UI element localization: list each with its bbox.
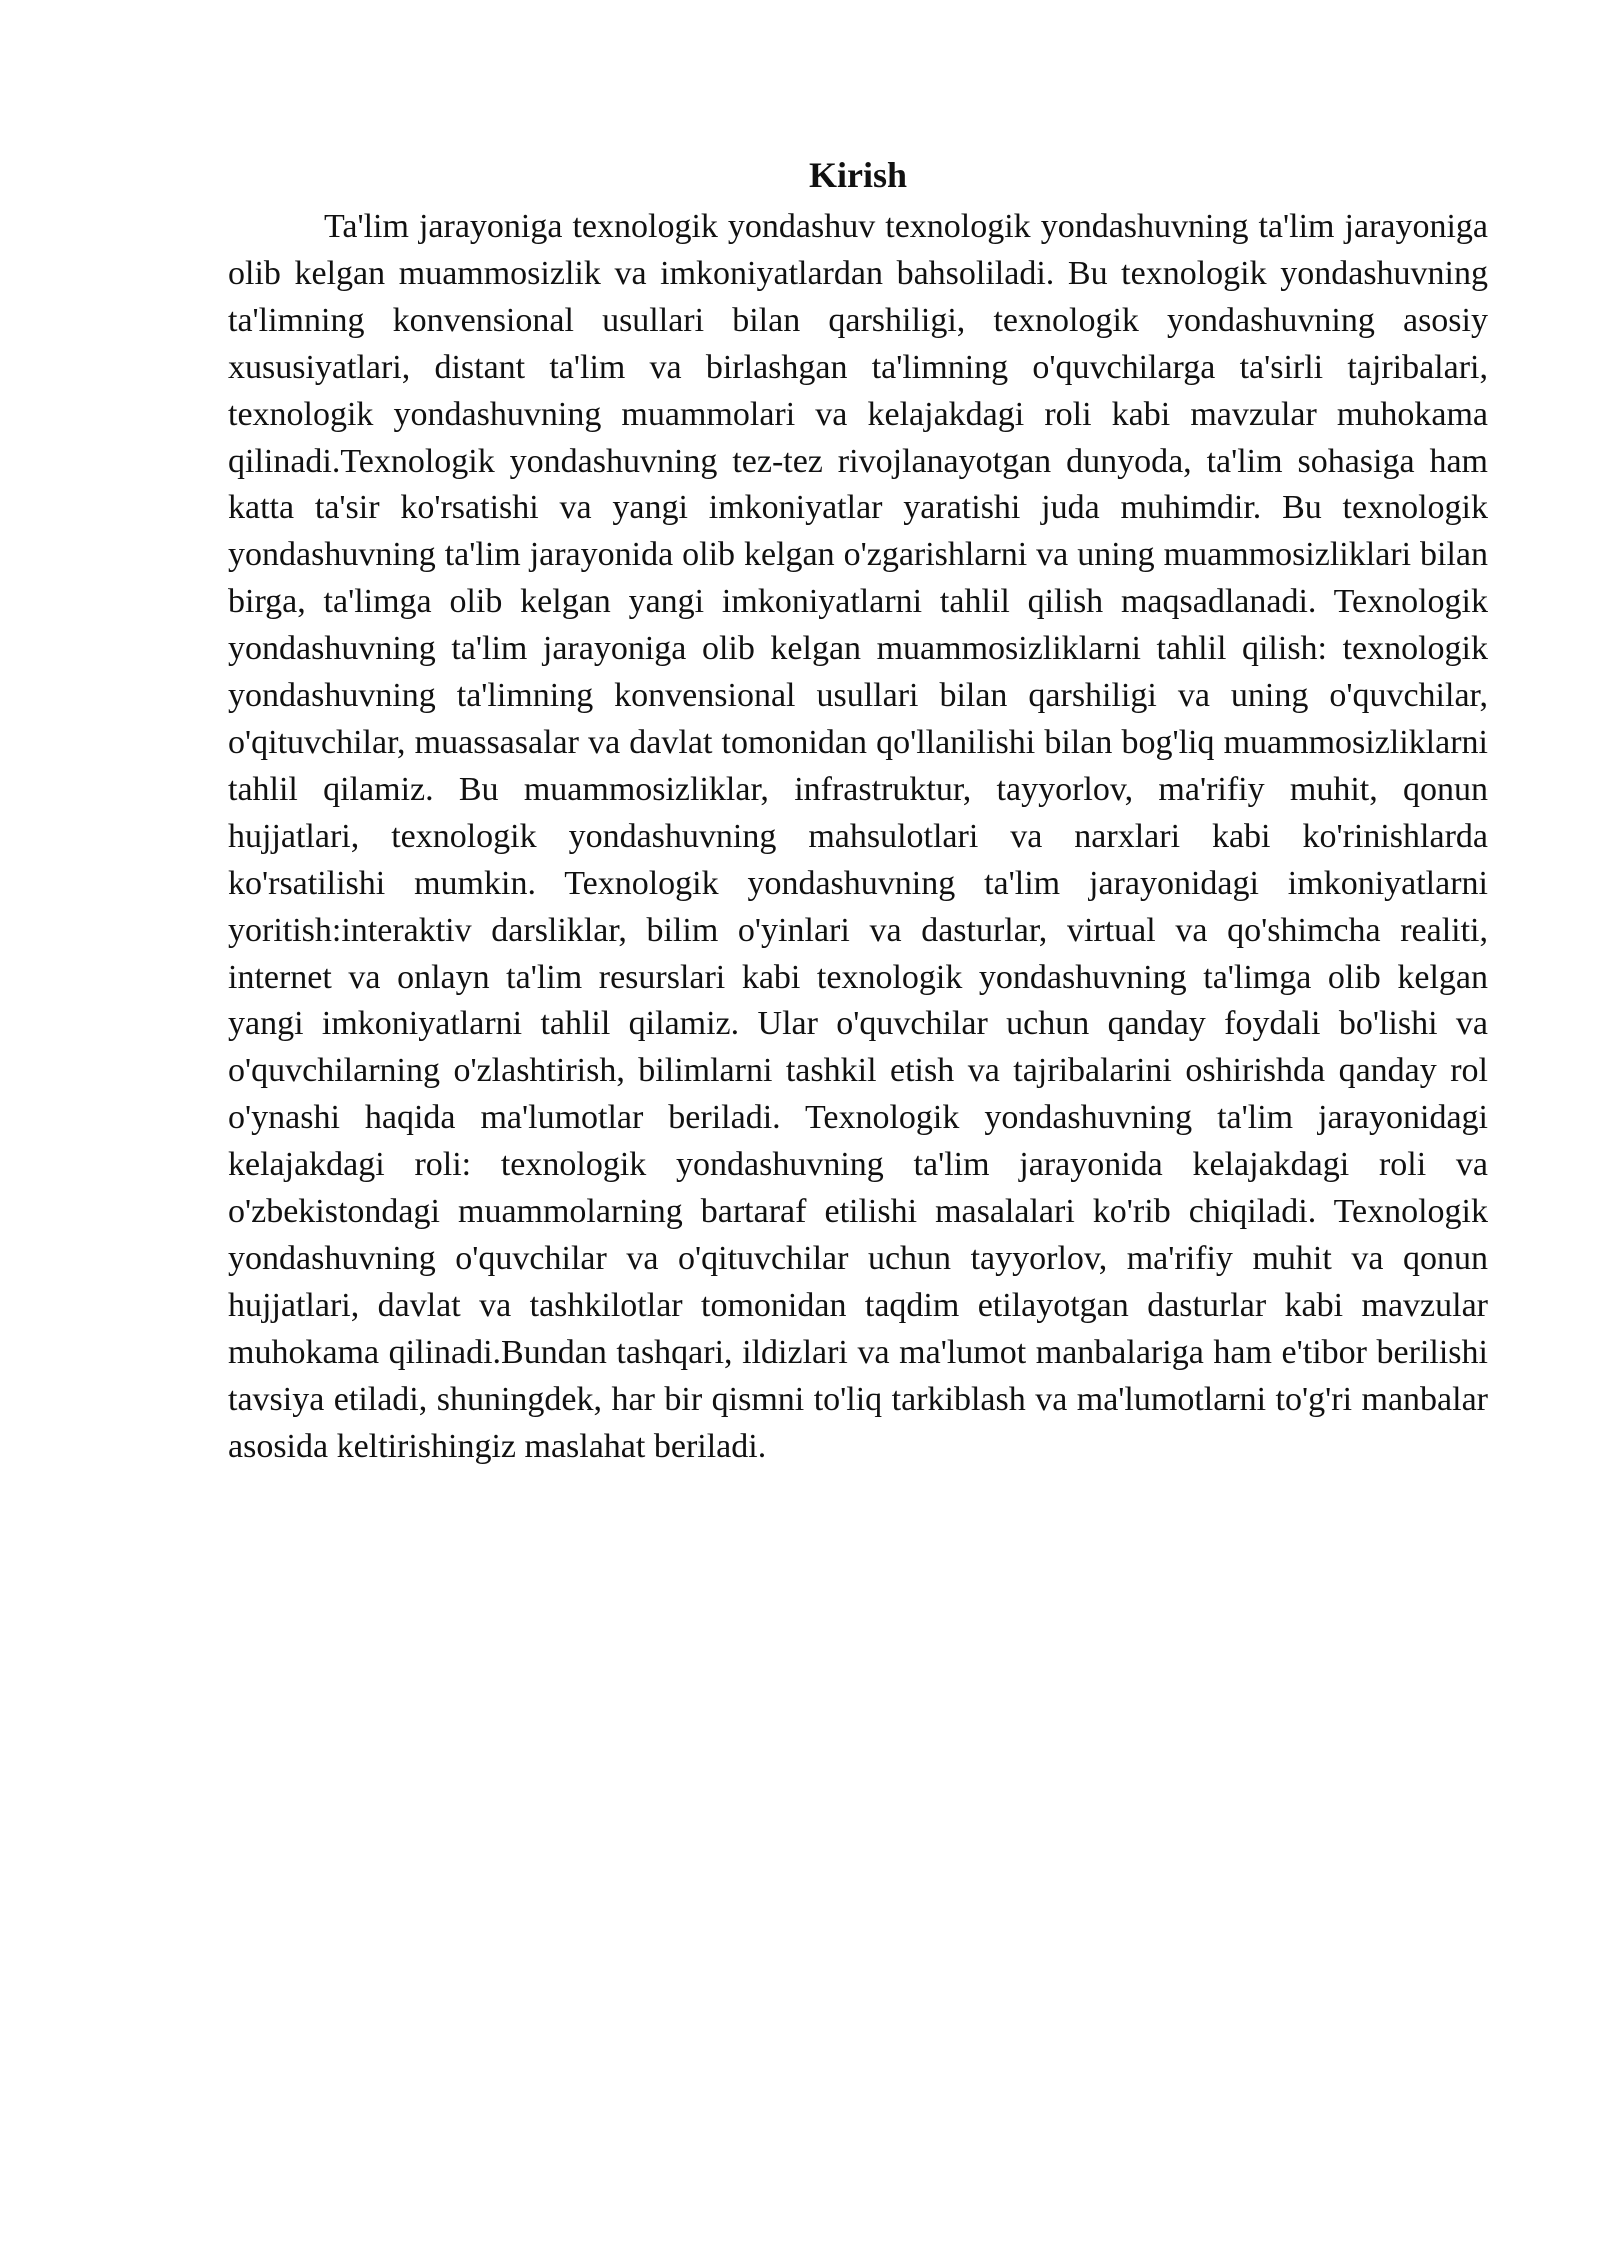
document-content <box>228 146 1488 1470</box>
document-title: Kirish <box>808 155 907 195</box>
body-paragraph: Ta'lim jarayoniga texnologik yondashuv texnologik yondashuvning ta'lim jarayoniga olib kelgan muammosizlik va imkoniyatlardan bahsoliladi. Bu texnologik yondashuvning ta'limning konvensional usullari bilan qarshiligi, texnologik yondashuvning asosiy xususiyatlari, distant ta'lim va birlashgan ta'limning o'quvchilarga ta'sirli tajribalari, texnologik yondashuvning muammolari va kelajakdagi roli kabi mavzular muhokama qilinadi.Texnologik yondashuvning tez-tez rivojlanayotgan dunyoda, ta'lim sohasiga ham katta ta'sir ko'rsatishi va yangi imkoniyatlar yaratishi juda muhimdir. Bu texnologik yondashuvning ta'lim jarayonida olib kelgan o'zgarishlarni va uning muammosizliklari bilan birga, ta'limga olib kelgan yangi imkoniyatlarni tahlil qilish maqsadlanadi. Texnologik yondashuvning ta'lim jarayoniga olib kelgan muammosizliklarni tahlil qilish: texnologik yondashuvning ta'limning konvensional usullari bilan qarshiligi va uning o'quvchilar, o'qituvchilar, muassasalar va davlat tomonidan qo'llanilishi bilan bog'liq muammosizliklarni tahlil qilamiz. Bu muammosizliklar, infrastruktur, tayyorlov, ma'rifiy muhit, qonun hujjatlari, texnologik yondashuvning mahsulotlari va narxlari kabi ko'rinishlarda ko'rsatilishi mumkin. Texnologik yondashuvning ta'lim jarayonidagi imkoniyatlarni yoritish:interaktiv darsliklar, bilim o'yinlari va dasturlar, virtual va qo'shimcha realiti, internet va onlayn ta'lim resurslari kabi texnologik yondashuvning ta'limga olib kelgan yangi imkoniyatlarni tahlil qilamiz. Ular o'quvchilar uchun qanday foydali bo'lishi va o'quvchilarning o'zlashtirish, bilimlarni tashkil etish va tajribalarini oshirishda qanday rol o'ynashi haqida ma'lumotlar beriladi. Texnologik yondashuvning ta'lim jarayonidagi kelajakdagi roli: texnologik yondashuvning ta'lim jarayonida kelajakdagi roli va o'zbekistondagi muammolarning bartaraf etilishi masalalari ko'rib chiqiladi. Texnologik yondashuvning o'quvchilar va o'qituvchilar uchun tayyorlov, ma'rifiy muhit va qonun hujjatlari, davlat va tashkilotlar tomonidan taqdim etilayotgan dasturlar kabi mavzular muhokama qilinadi.Bundan tashqari, ildizlari va ma'lumot manbalariga ham e'tibor berilishi tavsiya etiladi, shuningdek, har bir qismni to'liq tarkiblash va ma'lumotlarni to'g'ri manbalar asosida keltirishingiz maslahat beriladi. <box>228 208 1488 1465</box>
